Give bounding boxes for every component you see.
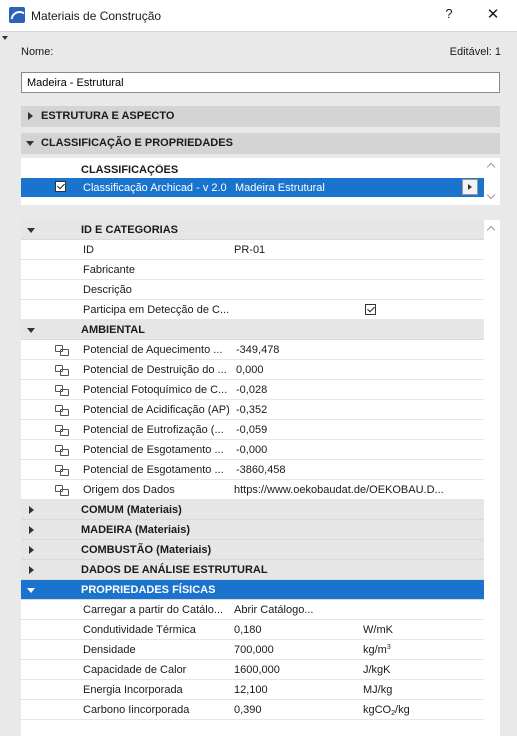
classifications-header: CLASSIFICAÇÕES xyxy=(81,164,179,176)
collapse-arrow-icon xyxy=(27,228,35,233)
property-name: Carregar a partir do Catálo... xyxy=(83,604,224,616)
group-physical-properties[interactable] xyxy=(21,580,484,600)
property-value[interactable]: -0,352 xyxy=(236,404,268,416)
property-value[interactable]: https://www.oekobaudat.de/OEKOBAU.D... xyxy=(234,484,444,496)
property-row-collision-detection[interactable] xyxy=(21,300,484,320)
linked-property-icon xyxy=(55,345,69,355)
linked-property-icon xyxy=(55,485,69,495)
property-value[interactable]: PR-01 xyxy=(234,244,266,256)
expand-arrow-icon xyxy=(29,546,34,554)
expand-arrow-icon xyxy=(29,566,34,574)
help-button[interactable]: ? xyxy=(445,6,453,21)
linked-property-icon xyxy=(55,365,69,375)
property-unit xyxy=(363,644,463,656)
expand-arrow-icon xyxy=(29,526,34,534)
property-value[interactable]: 0,390 xyxy=(234,704,262,716)
property-name: Potencial de Esgotamento ... xyxy=(83,464,224,476)
group-label: ID E CATEGORIAS xyxy=(81,224,178,236)
classifications-panel xyxy=(21,158,500,205)
group-comum[interactable] xyxy=(21,500,484,520)
property-name: Condutividade Térmica xyxy=(83,624,196,636)
property-unit: J/kgK xyxy=(363,664,391,676)
property-value[interactable]: -3860,458 xyxy=(236,464,286,476)
property-name: ID xyxy=(83,244,94,256)
property-row-id[interactable] xyxy=(21,240,484,260)
collapse-arrow-icon xyxy=(26,141,34,146)
classification-row[interactable] xyxy=(21,178,484,197)
property-value[interactable]: -0,028 xyxy=(236,384,268,396)
property-row-ap[interactable] xyxy=(21,400,484,420)
property-value[interactable]: 12,100 xyxy=(234,684,268,696)
property-row-ep[interactable] xyxy=(21,420,484,440)
property-value[interactable]: 0,000 xyxy=(236,364,264,376)
group-label: DADOS DE ANÁLISE ESTRUTURAL xyxy=(81,564,268,576)
unit-exponent: 3 xyxy=(386,644,391,651)
unit-subscript: 2 xyxy=(391,710,396,717)
property-name: Origem dos Dados xyxy=(83,484,175,496)
property-row-embodied-energy[interactable] xyxy=(21,680,484,700)
property-row-pocp[interactable] xyxy=(21,380,484,400)
property-name: Potencial de Eutrofização (... xyxy=(83,424,224,436)
property-name: Potencial Fotoquímico de C... xyxy=(83,384,228,396)
section-structure-aspect[interactable] xyxy=(21,106,500,127)
property-row-heat-capacity[interactable] xyxy=(21,660,484,680)
properties-scrollbar[interactable] xyxy=(484,220,500,736)
linked-property-icon xyxy=(55,385,69,395)
property-value[interactable]: 1600,000 xyxy=(234,664,280,676)
group-combustao[interactable] xyxy=(21,540,484,560)
classifications-scrollbar[interactable] xyxy=(484,158,500,205)
collapse-arrow-icon xyxy=(27,328,35,333)
property-name: Potencial de Esgotamento ... xyxy=(83,444,224,456)
group-structural-analysis[interactable] xyxy=(21,560,484,580)
group-label: PROPRIEDADES FÍSICAS xyxy=(81,584,216,596)
property-row-thermal-conductivity[interactable] xyxy=(21,620,484,640)
property-row-manufacturer[interactable] xyxy=(21,260,484,280)
property-row-adp-fossil[interactable] xyxy=(21,460,484,480)
group-label: COMBUSTÃO (Materiais) xyxy=(81,544,212,556)
scroll-up-icon[interactable] xyxy=(487,163,495,171)
unit-tail: /kg xyxy=(395,704,410,716)
linked-property-icon xyxy=(55,405,69,415)
property-name: Capacidade de Calor xyxy=(83,664,187,676)
expand-arrow-icon xyxy=(28,112,33,120)
property-name: Descrição xyxy=(83,284,132,296)
archicad-logo-icon xyxy=(9,7,25,23)
property-value[interactable]: -349,478 xyxy=(236,344,280,356)
property-row-data-source[interactable] xyxy=(21,480,484,500)
group-label: COMUM (Materiais) xyxy=(81,504,182,516)
property-unit xyxy=(363,704,463,717)
window-title: Materiais de Construção xyxy=(31,9,162,23)
close-button[interactable]: ✕ xyxy=(486,6,500,23)
property-row-gwp[interactable] xyxy=(21,340,484,360)
property-name: Potencial de Aquecimento ... xyxy=(83,344,223,356)
property-unit: W/mK xyxy=(363,624,393,636)
linked-property-icon xyxy=(55,445,69,455)
collapse-arrow-icon xyxy=(27,588,35,593)
property-unit: MJ/kg xyxy=(363,684,393,696)
property-row-description[interactable] xyxy=(21,280,484,300)
editable-label: Editável: 1 xyxy=(449,46,501,58)
property-name: Potencial de Destruição do ... xyxy=(83,364,227,376)
open-catalog-button[interactable]: Abrir Catálogo... xyxy=(234,604,314,616)
name-label: Nome: xyxy=(21,46,54,58)
collision-detection-checkbox[interactable] xyxy=(365,304,376,315)
classification-value: Madeira Estrutural xyxy=(235,182,325,194)
panel-collapse-marker-icon[interactable] xyxy=(2,36,8,40)
classifications-header-row xyxy=(21,158,484,178)
expand-arrow-icon xyxy=(29,506,34,514)
property-name: Carbono Iincorporada xyxy=(83,704,190,716)
property-value[interactable]: 700,000 xyxy=(234,644,274,656)
group-madeira[interactable] xyxy=(21,520,484,540)
classification-checkbox[interactable] xyxy=(55,181,66,192)
section-label: ESTRUTURA E ASPECTO xyxy=(41,110,175,122)
group-environmental[interactable] xyxy=(21,320,484,340)
section-classification-properties[interactable] xyxy=(21,133,500,154)
property-value[interactable]: 0,180 xyxy=(234,624,262,636)
classification-picker-button[interactable] xyxy=(462,179,478,195)
property-name: Energia Incorporada xyxy=(83,684,183,696)
property-row-load-catalog[interactable] xyxy=(21,600,484,620)
property-row-embodied-carbon[interactable] xyxy=(21,700,484,720)
property-row-adp-elements[interactable] xyxy=(21,440,484,460)
property-name: Fabricante xyxy=(83,264,135,276)
property-name: Densidade xyxy=(83,644,136,656)
group-label: MADEIRA (Materiais) xyxy=(81,524,190,536)
scroll-up-icon[interactable] xyxy=(487,226,495,234)
linked-property-icon xyxy=(55,465,69,475)
unit-base: kg/m xyxy=(363,644,387,656)
properties-panel xyxy=(21,220,500,736)
material-name-input[interactable] xyxy=(21,72,500,93)
group-label: AMBIENTAL xyxy=(81,324,145,336)
title-bar xyxy=(0,0,517,32)
property-value[interactable]: -0,059 xyxy=(236,424,268,436)
property-row-odp[interactable] xyxy=(21,360,484,380)
section-label: CLASSIFICAÇÃO E PROPRIEDADES xyxy=(41,137,233,149)
property-name: Participa em Detecção de C... xyxy=(83,304,230,316)
property-row-density[interactable] xyxy=(21,640,484,660)
group-id-categories[interactable] xyxy=(21,220,484,240)
classification-system: Classificação Archicad - v 2.0 xyxy=(83,182,227,194)
unit-base: kgCO xyxy=(363,704,392,716)
linked-property-icon xyxy=(55,425,69,435)
property-name: Potencial de Acidificação (AP) xyxy=(83,404,230,416)
scroll-down-icon[interactable] xyxy=(487,191,495,199)
property-value[interactable]: -0,000 xyxy=(236,444,268,456)
